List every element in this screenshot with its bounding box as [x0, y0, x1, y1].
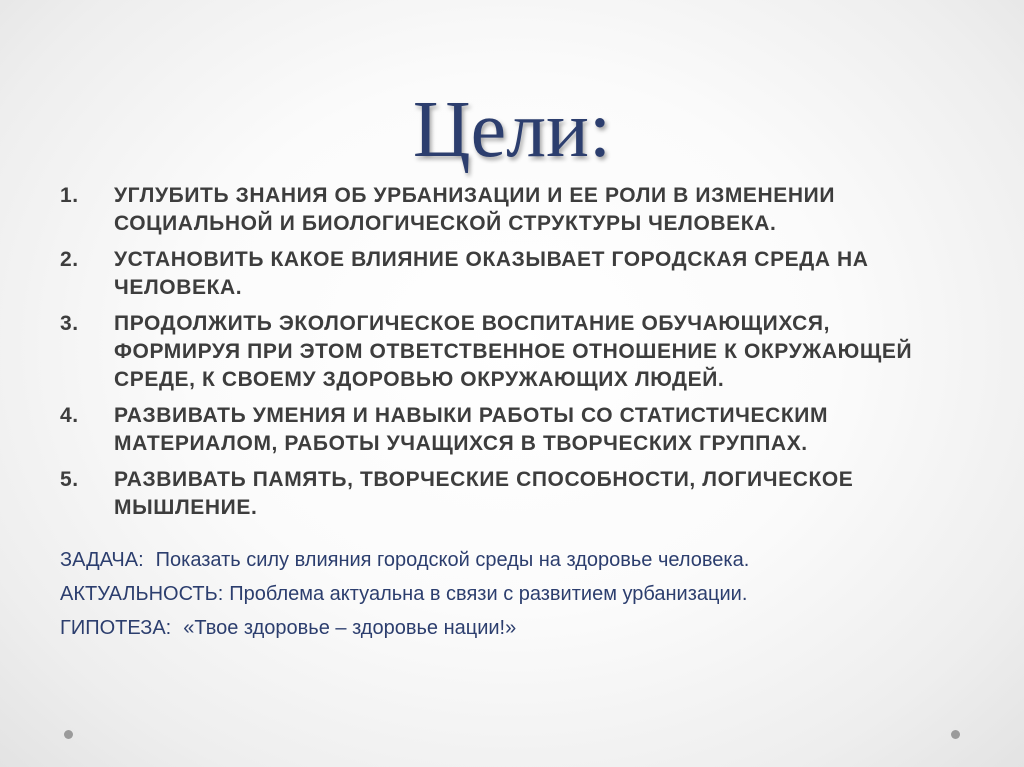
hypothesis-line — [60, 611, 1000, 645]
slide-title: Цели: — [412, 86, 612, 174]
hypothesis-text: «Твое здоровье – здоровье нации!» — [183, 617, 517, 639]
corner-dot-icon — [64, 730, 73, 739]
relevance-label: АКТУАЛЬНОСТЬ: — [60, 583, 224, 605]
goals-list — [60, 182, 960, 530]
goal-text: УСТАНОВИТЬ КАКОЕ ВЛИЯНИЕ ОКАЗЫВАЕТ ГОРОДСКАЯ СРЕДА НА ЧЕЛОВЕКА. — [114, 248, 869, 299]
relevance-line — [60, 577, 1000, 611]
goal-number: 1. — [60, 184, 79, 207]
goal-text: УГЛУБИТЬ ЗНАНИЯ ОБ УРБАНИЗАЦИИ И ЕЕ РОЛИ В ИЗМЕНЕНИИ СОЦИАЛЬНОЙ И БИОЛОГИЧЕСКОЙ СТРУКТУРЫ ЧЕЛОВЕКА. — [114, 184, 836, 235]
hypothesis-label: ГИПОТЕЗА: — [60, 617, 172, 639]
goal-item-1 — [60, 182, 960, 238]
task-line — [60, 543, 1000, 577]
relevance-text: Проблема актуальна в связи с развитием урбанизации. — [229, 583, 748, 605]
notes-block — [60, 543, 1000, 645]
goal-number: 4. — [60, 404, 79, 427]
corner-dot-icon — [951, 730, 960, 739]
goal-item-3 — [60, 310, 960, 394]
goal-number: 5. — [60, 468, 79, 491]
task-label: ЗАДАЧА: — [60, 549, 144, 571]
goal-item-5 — [60, 466, 960, 522]
goal-number: 2. — [60, 248, 79, 271]
goal-item-4 — [60, 402, 960, 458]
goal-text: РАЗВИВАТЬ ПАМЯТЬ, ТВОРЧЕСКИЕ СПОСОБНОСТИ, ЛОГИЧЕСКОЕ МЫШЛЕНИЕ. — [114, 468, 854, 519]
task-text: Показать силу влияния городской среды на здоровье человека. — [155, 549, 750, 571]
goal-text: РАЗВИВАТЬ УМЕНИЯ И НАВЫКИ РАБОТЫ СО СТАТИСТИЧЕСКИМ МАТЕРИАЛОМ, РАБОТЫ УЧАЩИХСЯ В ТВОРЧЕСКИХ ГРУППАХ. — [114, 404, 829, 455]
goal-text: ПРОДОЛЖИТЬ ЭКОЛОГИЧЕСКОЕ ВОСПИТАНИЕ ОБУЧАЮЩИХСЯ, ФОРМИРУЯ ПРИ ЭТОМ ОТВЕТСТВЕННОЕ ОТНОШЕНИЕ К ОКРУЖАЮЩЕЙ СРЕДЕ, К СВОЕМУ ЗДОРОВЬЮ ОКРУЖАЮЩИХ ЛЮДЕЙ. — [114, 312, 913, 391]
goal-number: 3. — [60, 312, 79, 335]
goal-item-2 — [60, 246, 960, 302]
